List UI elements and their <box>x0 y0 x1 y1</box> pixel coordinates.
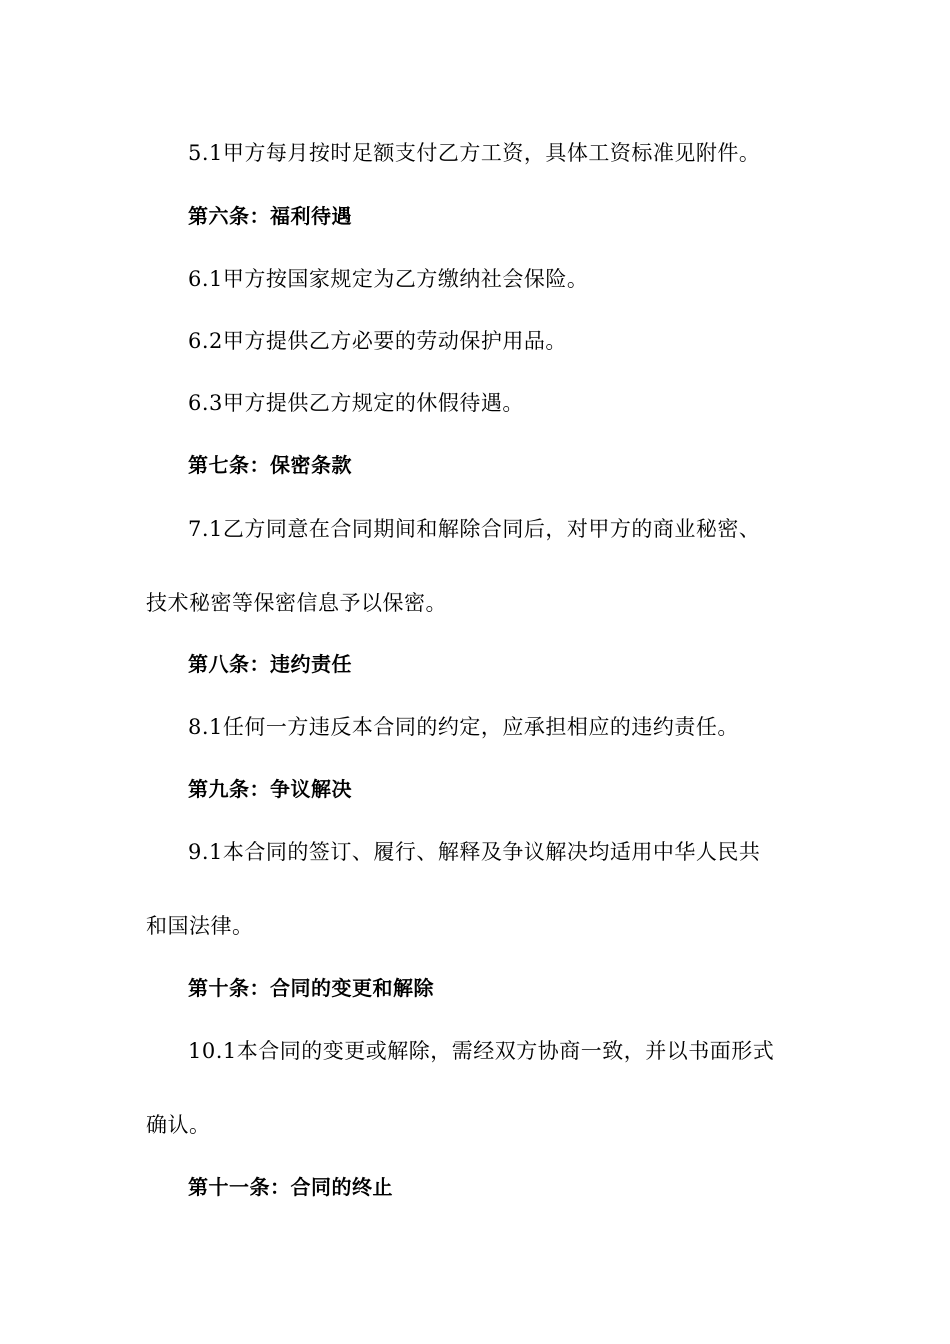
clause-6-1: 6.1甲方按国家规定为乙方缴纳社会保险。 <box>188 267 589 291</box>
clause-7-1-line-2: 技术秘密等保密信息予以保密。 <box>146 591 447 615</box>
clause-9-1-line-2: 和国法律。 <box>146 914 254 938</box>
heading-article-6: 第六条：福利待遇 <box>188 204 352 228</box>
clause-7-1-line-1: 7.1乙方同意在合同期间和解除合同后，对甲方的商业秘密、 <box>188 517 761 541</box>
clause-6-2: 6.2甲方提供乙方必要的劳动保护用品。 <box>188 329 567 353</box>
clause-10-1-line-2: 确认。 <box>146 1113 211 1137</box>
heading-article-11: 第十一条：合同的终止 <box>188 1175 393 1199</box>
heading-article-7: 第七条：保密条款 <box>188 453 352 477</box>
clause-9-1-line-1: 9.1本合同的签订、履行、解释及争议解决均适用中华人民共 <box>188 840 761 864</box>
heading-article-8: 第八条：违约责任 <box>188 652 352 676</box>
clause-6-3: 6.3甲方提供乙方规定的休假待遇。 <box>188 391 524 415</box>
heading-article-10: 第十条：合同的变更和解除 <box>188 976 434 1000</box>
clause-5-1: 5.1甲方每月按时足额支付乙方工资，具体工资标准见附件。 <box>188 141 761 165</box>
clause-10-1-line-1: 10.1本合同的变更或解除，需经双方协商一致，并以书面形式 <box>188 1039 775 1063</box>
clause-8-1: 8.1任何一方违反本合同的约定，应承担相应的违约责任。 <box>188 715 739 739</box>
heading-article-9: 第九条：争议解决 <box>188 777 352 801</box>
